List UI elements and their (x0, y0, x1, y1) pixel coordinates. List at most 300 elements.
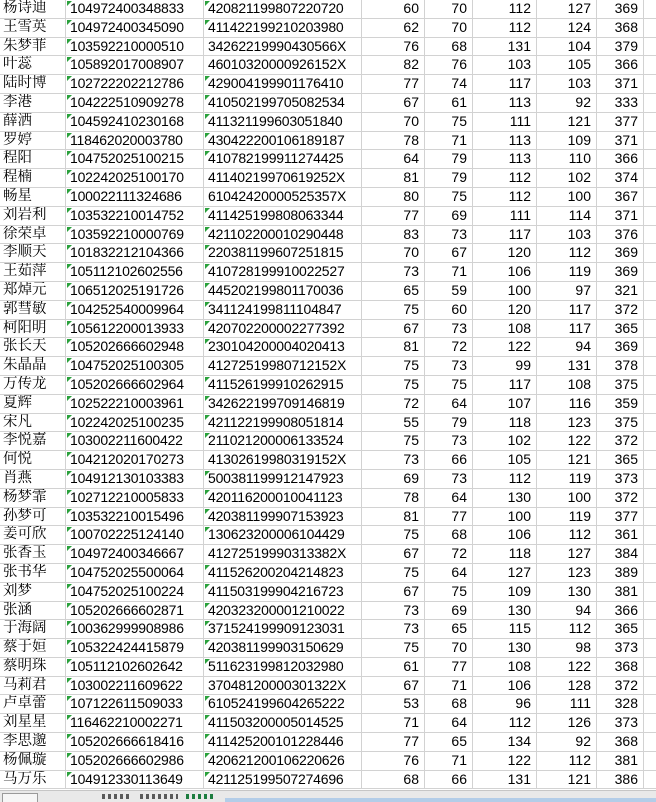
cell-score3[interactable]: 99 (473, 357, 537, 375)
cell-score3[interactable]: 122 (473, 752, 537, 770)
cell-name[interactable]: 李悦嘉 (0, 432, 66, 450)
sheet-tab[interactable] (140, 794, 178, 799)
cell-score3[interactable]: 117 (473, 226, 537, 244)
cell-score4[interactable]: 126 (537, 714, 597, 732)
cell-score1[interactable]: 69 (362, 470, 425, 488)
cell-score2[interactable]: 75 (425, 113, 473, 131)
cell-score2[interactable]: 66 (425, 451, 473, 469)
cell-id_number[interactable]: 46010320000926152X (204, 56, 362, 74)
cell-score3[interactable]: 120 (473, 244, 537, 262)
cell-name[interactable]: 陆时博 (0, 75, 66, 93)
cell-name[interactable]: 杨梦霏 (0, 489, 66, 507)
cell-name[interactable]: 李思邈 (0, 733, 66, 751)
cell-score2[interactable]: 59 (425, 282, 473, 300)
cell-student_no[interactable]: 104912130103383 (66, 470, 204, 488)
cell-score1[interactable]: 78 (362, 132, 425, 150)
cell-name[interactable]: 朱梦菲 (0, 38, 66, 56)
cell-score4[interactable]: 131 (537, 357, 597, 375)
cell-score4[interactable]: 103 (537, 226, 597, 244)
cell-empty[interactable] (644, 451, 656, 469)
cell-id_number[interactable]: 429004199901176410 (204, 75, 362, 93)
cell-score4[interactable]: 112 (537, 244, 597, 262)
cell-score2[interactable]: 77 (425, 508, 473, 526)
cell-name[interactable]: 张涵 (0, 602, 66, 620)
cell-score1[interactable]: 73 (362, 263, 425, 281)
cell-score3[interactable]: 102 (473, 432, 537, 450)
cell-total[interactable]: 361 (597, 526, 644, 544)
cell-student_no[interactable]: 104212020170273 (66, 451, 204, 469)
cell-name[interactable]: 王雪英 (0, 19, 66, 37)
cell-id_number[interactable]: 371524199909123031 (204, 620, 362, 638)
cell-empty[interactable] (644, 470, 656, 488)
cell-score2[interactable]: 76 (425, 56, 473, 74)
cell-empty[interactable] (644, 226, 656, 244)
cell-student_no[interactable]: 104972400346667 (66, 545, 204, 563)
cell-empty[interactable] (644, 414, 656, 432)
cell-score1[interactable]: 60 (362, 0, 425, 18)
cell-id_number[interactable]: 220381199607251815 (204, 244, 362, 262)
cell-student_no[interactable]: 104752025100215 (66, 150, 204, 168)
cell-id_number[interactable]: 342622199709146819 (204, 395, 362, 413)
cell-score3[interactable]: 111 (473, 207, 537, 225)
cell-name[interactable]: 叶蕊 (0, 56, 66, 74)
cell-score2[interactable]: 70 (425, 639, 473, 657)
cell-total[interactable]: 368 (597, 19, 644, 37)
cell-total[interactable]: 374 (597, 169, 644, 187)
cell-score1[interactable]: 73 (362, 451, 425, 469)
cell-score1[interactable]: 77 (362, 733, 425, 751)
cell-id_number[interactable]: 511623199812032980 (204, 658, 362, 676)
cell-total[interactable]: 369 (597, 263, 644, 281)
cell-id_number[interactable]: 411425200101228446 (204, 733, 362, 751)
cell-empty[interactable] (644, 771, 656, 789)
cell-name[interactable]: 于海阔 (0, 620, 66, 638)
cell-score4[interactable]: 127 (537, 545, 597, 563)
cell-total[interactable]: 366 (597, 56, 644, 74)
cell-score4[interactable]: 103 (537, 75, 597, 93)
cell-score2[interactable]: 68 (425, 526, 473, 544)
cell-id_number[interactable]: 430422200106189187 (204, 132, 362, 150)
cell-name[interactable]: 宋凡 (0, 414, 66, 432)
cell-id_number[interactable]: 420323200001210022 (204, 602, 362, 620)
cell-score3[interactable]: 130 (473, 639, 537, 657)
cell-id_number[interactable]: 420381199903150629 (204, 639, 362, 657)
cell-score4[interactable]: 100 (537, 188, 597, 206)
cell-total[interactable]: 368 (597, 733, 644, 751)
cell-id_number[interactable]: 230104200004020413 (204, 338, 362, 356)
cell-empty[interactable] (644, 19, 656, 37)
cell-score3[interactable]: 118 (473, 545, 537, 563)
cell-empty[interactable] (644, 620, 656, 638)
cell-empty[interactable] (644, 320, 656, 338)
cell-score4[interactable]: 122 (537, 658, 597, 676)
cell-empty[interactable] (644, 602, 656, 620)
cell-id_number[interactable]: 410728199910022527 (204, 263, 362, 281)
cell-score2[interactable]: 64 (425, 714, 473, 732)
cell-score4[interactable]: 122 (537, 432, 597, 450)
cell-empty[interactable] (644, 301, 656, 319)
cell-score2[interactable]: 74 (425, 75, 473, 93)
sheet-tab[interactable] (102, 794, 132, 799)
cell-score1[interactable]: 65 (362, 282, 425, 300)
cell-empty[interactable] (644, 113, 656, 131)
cell-score2[interactable]: 71 (425, 752, 473, 770)
cell-student_no[interactable]: 103532210014752 (66, 207, 204, 225)
cell-student_no[interactable]: 107122611509033 (66, 695, 204, 713)
cell-score1[interactable]: 75 (362, 526, 425, 544)
cell-student_no[interactable]: 103592210000769 (66, 226, 204, 244)
cell-name[interactable]: 张书华 (0, 564, 66, 582)
cell-score4[interactable]: 98 (537, 639, 597, 657)
cell-empty[interactable] (644, 583, 656, 601)
cell-name[interactable]: 姜可欣 (0, 526, 66, 544)
cell-score4[interactable]: 130 (537, 583, 597, 601)
cell-score3[interactable]: 106 (473, 677, 537, 695)
cell-student_no[interactable]: 102722202212786 (66, 75, 204, 93)
cell-score3[interactable]: 113 (473, 94, 537, 112)
cell-score1[interactable]: 70 (362, 244, 425, 262)
cell-total[interactable]: 359 (597, 395, 644, 413)
cell-total[interactable]: 365 (597, 620, 644, 638)
cell-score4[interactable]: 109 (537, 132, 597, 150)
cell-score2[interactable]: 64 (425, 489, 473, 507)
cell-empty[interactable] (644, 639, 656, 657)
cell-empty[interactable] (644, 658, 656, 676)
cell-score4[interactable]: 97 (537, 282, 597, 300)
cell-score4[interactable]: 123 (537, 414, 597, 432)
cell-name[interactable]: 罗婷 (0, 132, 66, 150)
cell-empty[interactable] (644, 0, 656, 18)
cell-score3[interactable]: 112 (473, 470, 537, 488)
cell-name[interactable]: 程阳 (0, 150, 66, 168)
cell-score2[interactable]: 75 (425, 188, 473, 206)
cell-student_no[interactable]: 102712210005833 (66, 489, 204, 507)
cell-name[interactable]: 程楠 (0, 169, 66, 187)
cell-score4[interactable]: 111 (537, 695, 597, 713)
cell-score1[interactable]: 82 (362, 56, 425, 74)
cell-total[interactable]: 386 (597, 771, 644, 789)
cell-score2[interactable]: 66 (425, 771, 473, 789)
cell-score2[interactable]: 68 (425, 695, 473, 713)
cell-student_no[interactable]: 105202666602964 (66, 376, 204, 394)
cell-score3[interactable]: 115 (473, 620, 537, 638)
cell-score3[interactable]: 113 (473, 132, 537, 150)
cell-empty[interactable] (644, 752, 656, 770)
cell-score1[interactable]: 67 (362, 583, 425, 601)
cell-student_no[interactable]: 104912330113649 (66, 771, 204, 789)
cell-student_no[interactable]: 100702225124140 (66, 526, 204, 544)
cell-score2[interactable]: 60 (425, 301, 473, 319)
cell-id_number[interactable]: 421122199908051814 (204, 414, 362, 432)
cell-name[interactable]: 杨佩璇 (0, 752, 66, 770)
sheet-nav-buttons[interactable] (2, 793, 38, 802)
cell-student_no[interactable]: 104222510909278 (66, 94, 204, 112)
cell-score4[interactable]: 94 (537, 338, 597, 356)
cell-empty[interactable] (644, 508, 656, 526)
cell-name[interactable]: 刘岩利 (0, 207, 66, 225)
cell-score1[interactable]: 67 (362, 320, 425, 338)
cell-empty[interactable] (644, 489, 656, 507)
cell-score2[interactable]: 72 (425, 338, 473, 356)
cell-score1[interactable]: 81 (362, 508, 425, 526)
cell-name[interactable]: 肖燕 (0, 470, 66, 488)
cell-score2[interactable]: 65 (425, 620, 473, 638)
cell-score2[interactable]: 73 (425, 432, 473, 450)
cell-score1[interactable]: 75 (362, 376, 425, 394)
cell-score2[interactable]: 75 (425, 376, 473, 394)
cell-total[interactable]: 373 (597, 714, 644, 732)
cell-score2[interactable]: 79 (425, 414, 473, 432)
cell-name[interactable]: 何悦 (0, 451, 66, 469)
cell-id_number[interactable]: 411526199910262915 (204, 376, 362, 394)
cell-total[interactable]: 328 (597, 695, 644, 713)
cell-student_no[interactable]: 105892017008907 (66, 56, 204, 74)
cell-score1[interactable]: 61 (362, 658, 425, 676)
cell-score4[interactable]: 92 (537, 733, 597, 751)
cell-score4[interactable]: 94 (537, 602, 597, 620)
cell-name[interactable]: 马莉君 (0, 677, 66, 695)
cell-name[interactable]: 王茹萍 (0, 263, 66, 281)
cell-id_number[interactable]: 411526200204214823 (204, 564, 362, 582)
cell-total[interactable]: 367 (597, 188, 644, 206)
cell-id_number[interactable]: 130623200006104429 (204, 526, 362, 544)
cell-id_number[interactable]: 421102200010290448 (204, 226, 362, 244)
cell-name[interactable]: 张长天 (0, 338, 66, 356)
cell-student_no[interactable]: 116462210002271 (66, 714, 204, 732)
cell-student_no[interactable]: 102242025100170 (66, 169, 204, 187)
cell-score2[interactable]: 65 (425, 733, 473, 751)
cell-score2[interactable]: 71 (425, 263, 473, 281)
cell-id_number[interactable]: 610524199604265222 (204, 695, 362, 713)
cell-score1[interactable]: 62 (362, 19, 425, 37)
cell-total[interactable]: 368 (597, 658, 644, 676)
cell-score4[interactable]: 110 (537, 150, 597, 168)
cell-score4[interactable]: 121 (537, 451, 597, 469)
cell-empty[interactable] (644, 56, 656, 74)
cell-id_number[interactable]: 211021200006133524 (204, 432, 362, 450)
cell-student_no[interactable]: 105112102602642 (66, 658, 204, 676)
cell-score2[interactable]: 71 (425, 132, 473, 150)
cell-student_no[interactable]: 102242025100235 (66, 414, 204, 432)
cell-name[interactable]: 朱晶晶 (0, 357, 66, 375)
cell-empty[interactable] (644, 733, 656, 751)
cell-id_number[interactable]: 411503199904216723 (204, 583, 362, 601)
cell-id_number[interactable]: 34262219990430566X (204, 38, 362, 56)
cell-score2[interactable]: 64 (425, 395, 473, 413)
cell-score2[interactable]: 69 (425, 602, 473, 620)
cell-score4[interactable]: 104 (537, 38, 597, 56)
cell-id_number[interactable]: 410782199911274425 (204, 150, 362, 168)
cell-total[interactable]: 321 (597, 282, 644, 300)
cell-total[interactable]: 373 (597, 639, 644, 657)
cell-name[interactable]: 夏辉 (0, 395, 66, 413)
cell-total[interactable]: 381 (597, 583, 644, 601)
cell-student_no[interactable]: 102522210003961 (66, 395, 204, 413)
cell-student_no[interactable]: 105112102602556 (66, 263, 204, 281)
cell-student_no[interactable]: 101832212104366 (66, 244, 204, 262)
cell-score1[interactable]: 77 (362, 75, 425, 93)
cell-total[interactable]: 384 (597, 545, 644, 563)
cell-empty[interactable] (644, 376, 656, 394)
cell-score2[interactable]: 70 (425, 19, 473, 37)
cell-empty[interactable] (644, 263, 656, 281)
cell-score1[interactable]: 68 (362, 771, 425, 789)
cell-total[interactable]: 377 (597, 113, 644, 131)
cell-score3[interactable]: 127 (473, 564, 537, 582)
cell-total[interactable]: 375 (597, 414, 644, 432)
cell-score4[interactable]: 117 (537, 301, 597, 319)
cell-total[interactable]: 365 (597, 320, 644, 338)
cell-score2[interactable]: 68 (425, 38, 473, 56)
cell-total[interactable]: 381 (597, 752, 644, 770)
sheet-tab-active[interactable] (186, 794, 214, 799)
cell-name[interactable]: 蔡明珠 (0, 658, 66, 676)
cell-empty[interactable] (644, 169, 656, 187)
cell-name[interactable]: 孙梦可 (0, 508, 66, 526)
cell-student_no[interactable]: 104752025100224 (66, 583, 204, 601)
cell-student_no[interactable]: 103002211609622 (66, 677, 204, 695)
cell-empty[interactable] (644, 677, 656, 695)
cell-student_no[interactable]: 105612200013933 (66, 320, 204, 338)
cell-empty[interactable] (644, 526, 656, 544)
cell-student_no[interactable]: 104972400348833 (66, 0, 204, 18)
cell-total[interactable]: 371 (597, 207, 644, 225)
cell-score4[interactable]: 102 (537, 169, 597, 187)
cell-score1[interactable]: 81 (362, 338, 425, 356)
cell-empty[interactable] (644, 94, 656, 112)
cell-name[interactable]: 郑焯元 (0, 282, 66, 300)
cell-id_number[interactable]: 411321199603051840 (204, 113, 362, 131)
cell-name[interactable]: 郭彗敏 (0, 301, 66, 319)
cell-total[interactable]: 366 (597, 150, 644, 168)
cell-total[interactable]: 375 (597, 376, 644, 394)
cell-id_number[interactable]: 500381199912147923 (204, 470, 362, 488)
cell-student_no[interactable]: 104592410230168 (66, 113, 204, 131)
cell-score2[interactable]: 64 (425, 564, 473, 582)
cell-score1[interactable]: 81 (362, 169, 425, 187)
cell-student_no[interactable]: 104972400345090 (66, 19, 204, 37)
cell-id_number[interactable]: 37048120000301322X (204, 677, 362, 695)
cell-score1[interactable]: 67 (362, 677, 425, 695)
cell-student_no[interactable]: 104752025100305 (66, 357, 204, 375)
cell-name[interactable]: 柯阳明 (0, 320, 66, 338)
cell-id_number[interactable]: 420702200002277392 (204, 320, 362, 338)
cell-total[interactable]: 365 (597, 451, 644, 469)
cell-score2[interactable]: 69 (425, 207, 473, 225)
cell-id_number[interactable]: 420821199807220720 (204, 0, 362, 18)
cell-score1[interactable]: 75 (362, 639, 425, 657)
cell-score2[interactable]: 67 (425, 244, 473, 262)
cell-score2[interactable]: 73 (425, 226, 473, 244)
cell-score3[interactable]: 108 (473, 658, 537, 676)
cell-score3[interactable]: 107 (473, 395, 537, 413)
cell-score4[interactable]: 119 (537, 263, 597, 281)
cell-empty[interactable] (644, 395, 656, 413)
cell-score3[interactable]: 112 (473, 19, 537, 37)
cell-score2[interactable]: 79 (425, 150, 473, 168)
cell-empty[interactable] (644, 432, 656, 450)
cell-score3[interactable]: 96 (473, 695, 537, 713)
cell-name[interactable]: 李港 (0, 94, 66, 112)
cell-score1[interactable]: 80 (362, 188, 425, 206)
cell-score1[interactable]: 72 (362, 395, 425, 413)
cell-score1[interactable]: 83 (362, 226, 425, 244)
cell-id_number[interactable]: 41140219970619252X (204, 169, 362, 187)
cell-score4[interactable]: 121 (537, 113, 597, 131)
cell-empty[interactable] (644, 357, 656, 375)
cell-total[interactable]: 369 (597, 244, 644, 262)
cell-student_no[interactable]: 106512025191726 (66, 282, 204, 300)
cell-name[interactable]: 徐荣卓 (0, 226, 66, 244)
cell-name[interactable]: 张香玉 (0, 545, 66, 563)
cell-name[interactable]: 蔡于姮 (0, 639, 66, 657)
cell-score3[interactable]: 130 (473, 489, 537, 507)
cell-score2[interactable]: 77 (425, 658, 473, 676)
horizontal-scrollbar[interactable] (225, 798, 656, 802)
cell-student_no[interactable]: 105202666602986 (66, 752, 204, 770)
cell-id_number[interactable]: 61042420000525357X (204, 188, 362, 206)
cell-score4[interactable]: 121 (537, 771, 597, 789)
cell-id_number[interactable]: 411425199808063344 (204, 207, 362, 225)
cell-score2[interactable]: 61 (425, 94, 473, 112)
cell-score1[interactable]: 64 (362, 150, 425, 168)
cell-total[interactable]: 389 (597, 564, 644, 582)
cell-score3[interactable]: 112 (473, 0, 537, 18)
cell-score1[interactable]: 55 (362, 414, 425, 432)
cell-id_number[interactable]: 445202199801170036 (204, 282, 362, 300)
cell-score1[interactable]: 75 (362, 564, 425, 582)
cell-score3[interactable]: 118 (473, 414, 537, 432)
cell-score4[interactable]: 112 (537, 620, 597, 638)
cell-name[interactable]: 万传龙 (0, 376, 66, 394)
cell-score3[interactable]: 117 (473, 376, 537, 394)
cell-total[interactable]: 333 (597, 94, 644, 112)
cell-empty[interactable] (644, 564, 656, 582)
cell-score2[interactable]: 73 (425, 470, 473, 488)
cell-score2[interactable]: 71 (425, 677, 473, 695)
cell-empty[interactable] (644, 244, 656, 262)
cell-score3[interactable]: 113 (473, 150, 537, 168)
cell-total[interactable]: 373 (597, 470, 644, 488)
cell-score3[interactable]: 106 (473, 263, 537, 281)
cell-student_no[interactable]: 104752025500064 (66, 564, 204, 582)
cell-score3[interactable]: 120 (473, 301, 537, 319)
cell-id_number[interactable]: 41272519990313382X (204, 545, 362, 563)
cell-empty[interactable] (644, 75, 656, 93)
cell-score4[interactable]: 112 (537, 526, 597, 544)
cell-total[interactable]: 372 (597, 432, 644, 450)
cell-name[interactable]: 卢卓蕾 (0, 695, 66, 713)
cell-empty[interactable] (644, 714, 656, 732)
cell-id_number[interactable]: 411503200005014525 (204, 714, 362, 732)
cell-score4[interactable]: 117 (537, 320, 597, 338)
cell-empty[interactable] (644, 282, 656, 300)
cell-student_no[interactable]: 105202666618416 (66, 733, 204, 751)
cell-total[interactable]: 376 (597, 226, 644, 244)
cell-score1[interactable]: 78 (362, 489, 425, 507)
cell-name[interactable]: 马万乐 (0, 771, 66, 789)
cell-total[interactable]: 378 (597, 357, 644, 375)
cell-id_number[interactable]: 341124199811104847 (204, 301, 362, 319)
cell-id_number[interactable]: 41302619980319152X (204, 451, 362, 469)
cell-score1[interactable]: 77 (362, 207, 425, 225)
cell-name[interactable]: 畅星 (0, 188, 66, 206)
cell-empty[interactable] (644, 545, 656, 563)
cell-score3[interactable]: 100 (473, 508, 537, 526)
cell-score4[interactable]: 119 (537, 470, 597, 488)
cell-name[interactable]: 刘梦 (0, 583, 66, 601)
cell-score3[interactable]: 130 (473, 602, 537, 620)
